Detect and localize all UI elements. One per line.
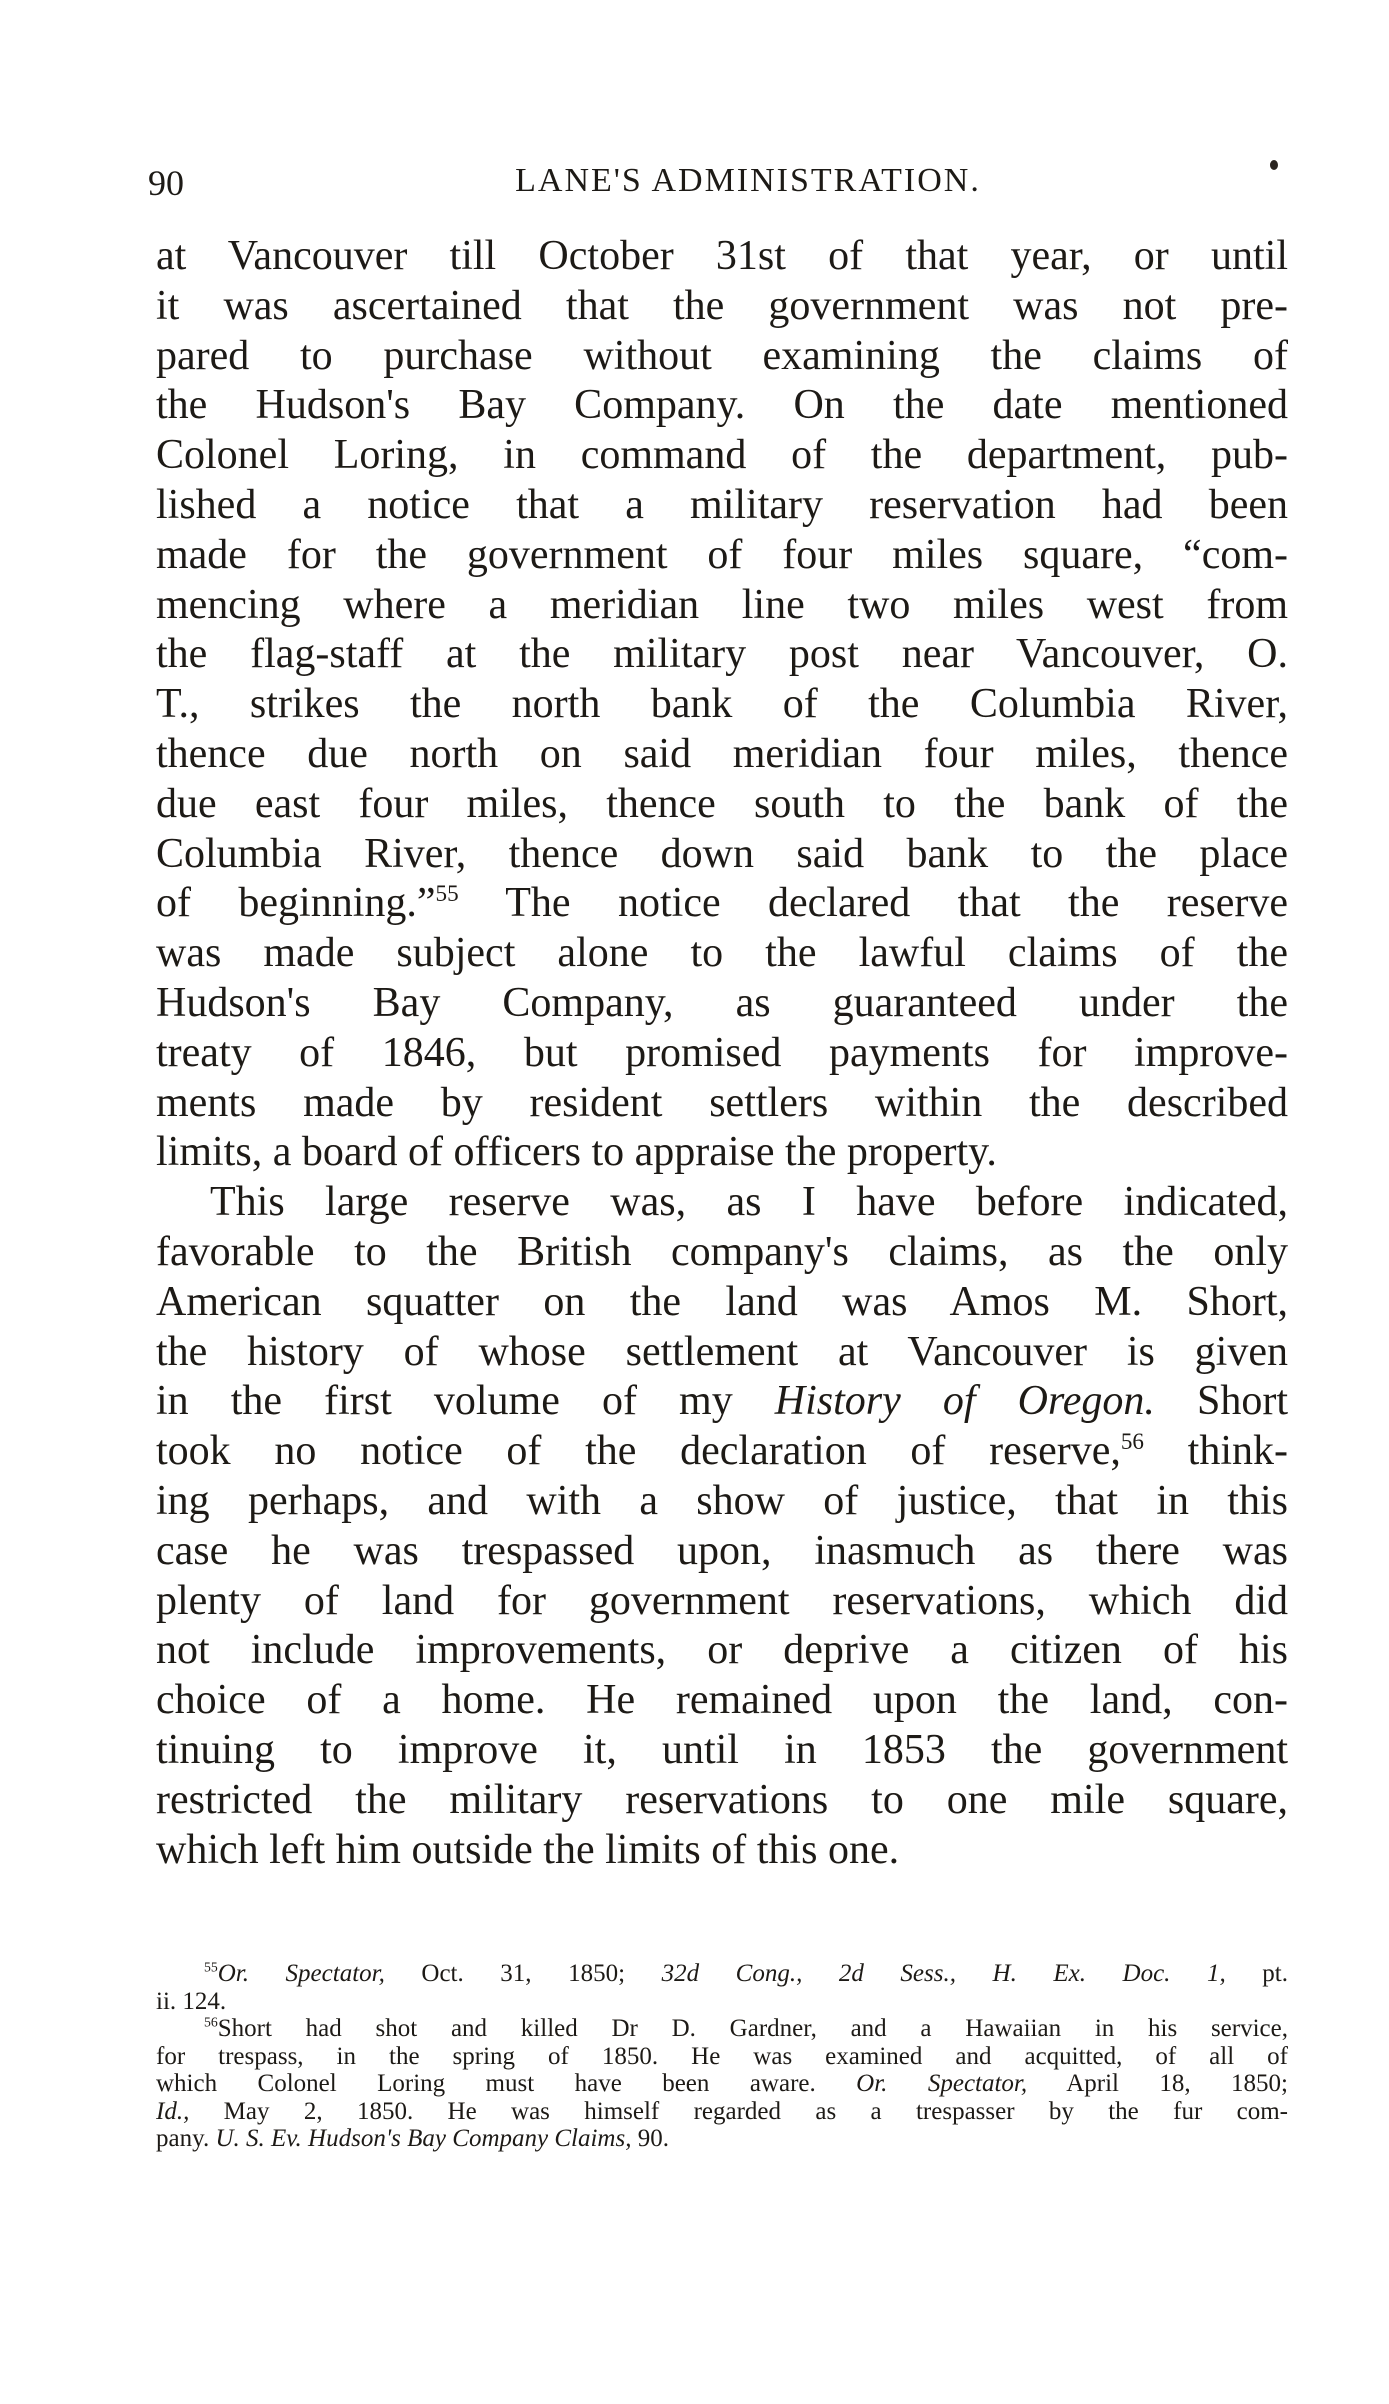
text-line: mencing where a meridian line two miles west from xyxy=(156,581,1288,628)
text-line: Colonel Loring, in command of the department, pub- xyxy=(156,432,1288,479)
citation-title: Or. Spectator, xyxy=(856,2070,1028,2097)
text-line: not include improvements, or deprive a citizen of his xyxy=(156,1627,1288,1674)
text-line: due east four miles, thence south to the bank of the xyxy=(156,780,1288,827)
footnote-line: ii. 124. xyxy=(156,1987,227,2015)
text-segment: of beginning.” xyxy=(156,880,436,927)
footnote-line: for trespass, in the spring of 1850. He was examined and acquitted, of all of xyxy=(156,2042,1288,2070)
text-line: ing perhaps, and with a show of justice, that in this xyxy=(156,1477,1288,1524)
text-line xyxy=(156,1427,1288,1477)
footnote-mark: 55 xyxy=(204,1960,218,1975)
footnote-line xyxy=(156,2098,1288,2126)
text-segment: which Colonel Loring must have been aware. xyxy=(156,2070,857,2097)
book-title: History of Oregon. xyxy=(774,1378,1155,1425)
citation-title: Or. Spectator, xyxy=(217,1960,385,1987)
text-segment: Short had shot and killed Dr D. Gardner, and a Hawaiian in his service, xyxy=(217,2015,1288,2042)
text-line: the history of whose settlement at Vancouver is given xyxy=(156,1328,1288,1375)
text-segment: pany. xyxy=(156,2125,216,2152)
citation-title: Id., xyxy=(156,2097,190,2125)
text-segment: April 18, 1850; xyxy=(1027,2070,1288,2097)
text-line: the flag-staff at the military post near Vancouver, O. xyxy=(156,631,1288,678)
text-segment: pt. xyxy=(1225,1960,1288,1987)
footnotes xyxy=(156,1960,1288,2153)
text-line: T., strikes the north bank of the Columbia River, xyxy=(156,681,1288,728)
text-line: Columbia River, thence down said bank to the place xyxy=(156,830,1288,877)
text-line: at Vancouver till October 31st of that year, or until xyxy=(156,233,1288,279)
page-number: 90 xyxy=(148,163,184,203)
text-line: pared to purchase without examining the claims of xyxy=(156,332,1288,379)
text-line: This large reserve was, as I have before indicated, xyxy=(210,1179,1288,1226)
text-line: limits, a board of officers to appraise the property. xyxy=(156,1129,997,1176)
text-segment: Short xyxy=(1154,1378,1288,1425)
text-segment: took no notice of the declaration of reserve, xyxy=(156,1428,1121,1475)
text-line: favorable to the British company's claims, as the only xyxy=(156,1228,1288,1275)
text-line: was made subject alone to the lawful claims of the xyxy=(156,930,1288,977)
footnote-ref-56: 56 xyxy=(1120,1428,1144,1455)
body-text xyxy=(156,232,1288,1875)
footnote-55 xyxy=(156,1960,1288,1988)
footnote-line xyxy=(156,2125,1288,2153)
footnote-line xyxy=(156,2070,1288,2098)
footnote-ref-55: 55 xyxy=(435,880,459,907)
text-segment: 90. xyxy=(631,2125,669,2152)
text-line: it was ascertained that the government was not pre- xyxy=(156,282,1288,329)
text-line: case he was trespassed upon, inasmuch as there was xyxy=(156,1527,1288,1574)
text-line: American squatter on the land was Amos M. Short, xyxy=(156,1278,1288,1325)
text-line: choice of a home. He remained upon the land, con- xyxy=(156,1677,1288,1724)
text-line: thence due north on said meridian four miles, thence xyxy=(156,730,1288,777)
text-line: plenty of land for government reservations, which did xyxy=(156,1577,1288,1624)
text-line: restricted the military reservations to one mile square, xyxy=(156,1776,1288,1823)
text-segment: in the first volume of my xyxy=(156,1378,775,1425)
text-line xyxy=(156,879,1288,929)
text-line: Hudson's Bay Company, as guaranteed under the xyxy=(156,979,1288,1026)
text-segment: think- xyxy=(1143,1428,1288,1475)
text-segment: Oct. 31, 1850; xyxy=(384,1960,662,1987)
ink-speck xyxy=(1270,160,1278,170)
text-line: tinuing to improve it, until in 1853 the government xyxy=(156,1726,1288,1773)
footnote-mark: 56 xyxy=(204,2015,218,2030)
text-line: which left him outside the limits of this one. xyxy=(156,1826,900,1873)
text-line: lished a notice that a military reservation had been xyxy=(156,481,1288,528)
text-line: the Hudson's Bay Company. On the date mentioned xyxy=(156,382,1288,429)
text-line xyxy=(156,1377,1288,1427)
text-line: treaty of 1846, but promised payments for improve- xyxy=(156,1029,1288,1076)
text-segment: The notice declared that the reserve xyxy=(458,880,1288,927)
running-head xyxy=(148,150,1288,210)
footnote-56 xyxy=(156,2015,1288,2043)
citation-title: U. S. Ev. Hudson's Bay Company Claims, xyxy=(215,2125,632,2152)
text-segment: May 2, 1850. He was himself regarded as a trespasser by the fur com- xyxy=(189,2097,1288,2125)
text-line: ments made by resident settlers within the described xyxy=(156,1079,1288,1126)
text-line: made for the government of four miles square, “com- xyxy=(156,531,1288,578)
citation-title: 32d Cong., 2d Sess., H. Ex. Doc. 1, xyxy=(661,1960,1226,1987)
running-title: LANE'S ADMINISTRATION. xyxy=(515,162,981,199)
